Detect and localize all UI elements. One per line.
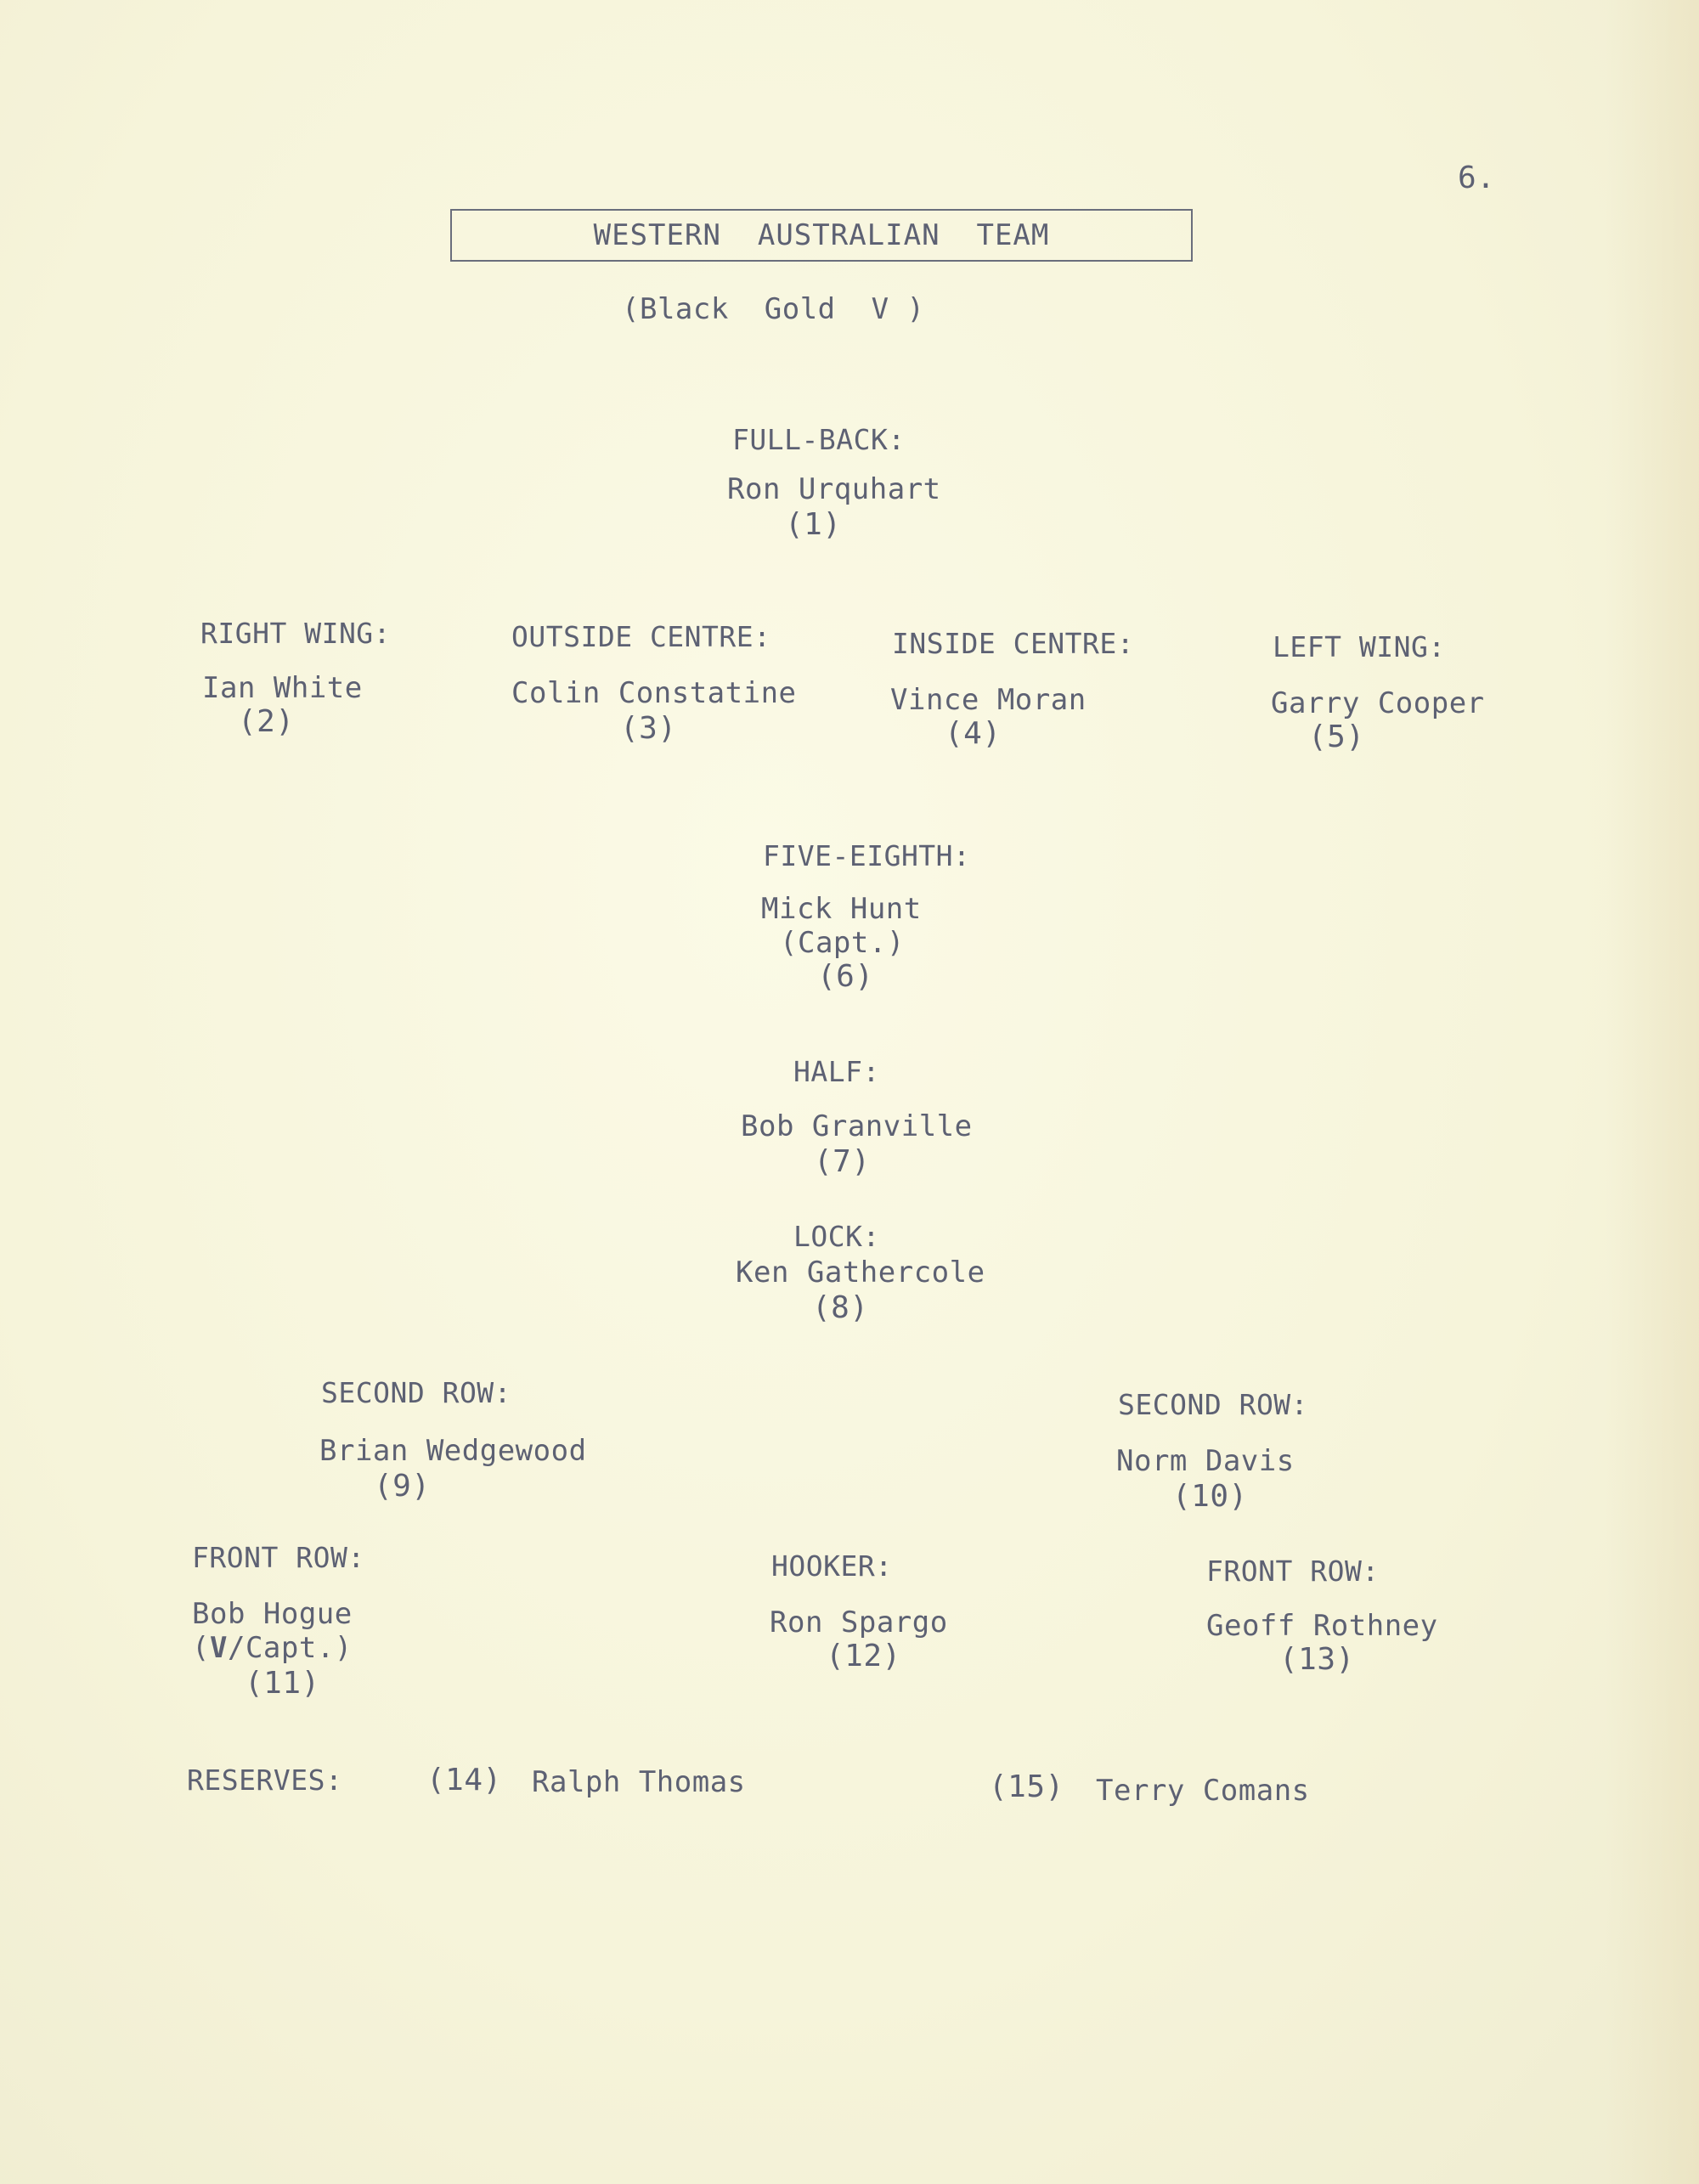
reserve-name: Ralph Thomas [532, 1765, 746, 1799]
front-row-left-number: (11) [245, 1666, 320, 1701]
note-v: V [209, 1631, 228, 1665]
hooker-name: Ron Spargo [770, 1606, 948, 1639]
hooker-label: HOOKER: [771, 1549, 893, 1583]
half-label: HALF: [793, 1055, 880, 1088]
outside-centre-name: Colin Constatine [511, 676, 797, 710]
right-wing-name: Ian White [202, 671, 363, 705]
team-subtitle [622, 292, 925, 326]
front-row-left-note [192, 1631, 353, 1665]
note-open-paren: ( [192, 1631, 210, 1665]
right-wing-number: (2) [238, 704, 295, 739]
second-row-right-number: (10) [1172, 1479, 1248, 1514]
front-row-right-label: FRONT ROW: [1206, 1555, 1380, 1588]
second-row-right-name: Norm Davis [1116, 1444, 1295, 1478]
right-wing-label: RIGHT WING: [200, 617, 392, 650]
team-title-box [450, 209, 1193, 262]
lock-number: (8) [812, 1290, 869, 1325]
reserve-number: (14) [426, 1763, 502, 1797]
five-eighth-label: FIVE-EIGHTH: [763, 839, 971, 872]
subtitle-open: (Black Gold [622, 292, 872, 326]
page-number: 6. [1458, 161, 1496, 195]
reserve-name: Terry Comans [1096, 1774, 1310, 1808]
lock-label: LOCK: [793, 1220, 880, 1253]
left-wing-name: Garry Cooper [1271, 686, 1485, 720]
full-back-number: (1) [785, 507, 842, 542]
inside-centre-name: Vince Moran [890, 683, 1087, 717]
note-capt: /Capt.) [227, 1631, 353, 1665]
outside-centre-label: OUTSIDE CENTRE: [511, 620, 771, 653]
second-row-left-name: Brian Wedgewood [319, 1434, 587, 1468]
reserve-number: (15) [989, 1769, 1064, 1804]
left-wing-label: LEFT WING: [1273, 630, 1446, 663]
five-eighth-name: Mick Hunt [761, 892, 922, 926]
second-row-right-label: SECOND ROW: [1118, 1388, 1309, 1421]
left-wing-number: (5) [1308, 720, 1365, 754]
subtitle-close: ) [889, 292, 925, 326]
second-row-left-label: SECOND ROW: [321, 1376, 512, 1409]
reserves-label: RESERVES: [187, 1764, 343, 1797]
front-row-right-number: (13) [1279, 1642, 1355, 1677]
front-row-right-name: Geoff Rothney [1206, 1609, 1438, 1643]
team-title: WESTERN AUSTRALIAN TEAM [593, 218, 1050, 252]
full-back-label: FULL-BACK: [732, 423, 906, 456]
five-eighth-note: (Capt.) [780, 926, 905, 960]
second-row-left-number: (9) [374, 1469, 431, 1504]
lock-name: Ken Gathercole [736, 1256, 985, 1290]
half-name: Bob Granville [741, 1109, 973, 1143]
half-number: (7) [814, 1144, 871, 1179]
full-back-name: Ron Urquhart [727, 472, 941, 506]
front-row-left-label: FRONT ROW: [192, 1541, 365, 1574]
outside-centre-number: (3) [620, 711, 677, 746]
subtitle-v: V [871, 292, 889, 326]
hooker-number: (12) [826, 1639, 901, 1673]
inside-centre-label: INSIDE CENTRE: [892, 627, 1135, 660]
front-row-left-name: Bob Hogue [192, 1597, 353, 1631]
inside-centre-number: (4) [945, 716, 1002, 751]
five-eighth-number: (6) [817, 959, 874, 994]
